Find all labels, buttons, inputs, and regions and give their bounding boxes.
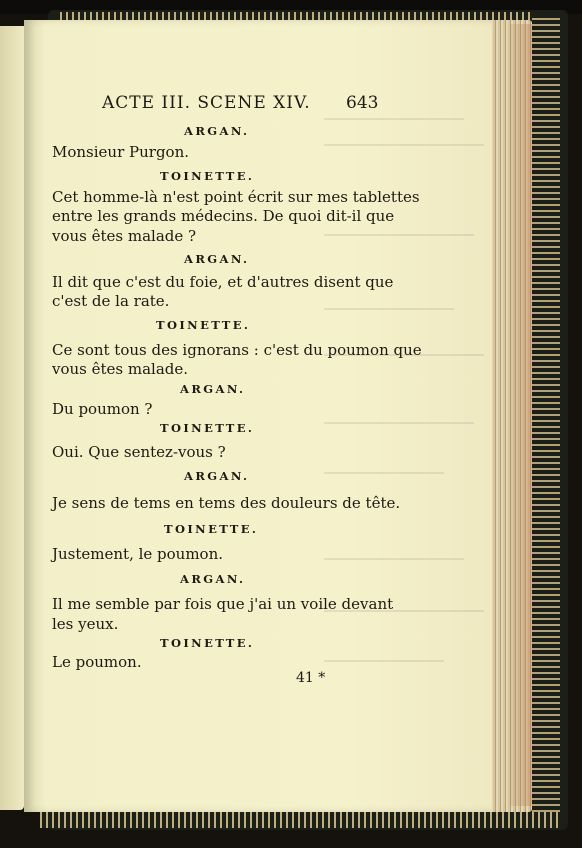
speaker-label: ARGAN. [180, 382, 246, 396]
speaker-label: ARGAN. [184, 252, 250, 266]
dialogue-line: Monsieur Purgon. [52, 143, 190, 161]
speaker-label: ARGAN. [184, 124, 250, 138]
dialogue-line: vous êtes malade ? [52, 227, 197, 245]
dialogue-line: Oui. Que sentez-vous ? [52, 443, 226, 461]
dialogue-line: Le poumon. [52, 653, 142, 671]
speaker-label: TOINETTE. [160, 636, 255, 650]
dialogue-line: Il dit que c'est du foie, et d'autres disent que [52, 273, 394, 291]
left-page-edge [0, 26, 24, 810]
dialogue-line: vous êtes malade. [52, 360, 189, 378]
dialogue-line: Il me semble par fois que j'ai un voile devant [52, 595, 394, 613]
page-number: 643 [346, 93, 379, 113]
speaker-label: ARGAN. [184, 469, 250, 483]
speaker-label: TOINETTE. [160, 169, 255, 183]
running-header: ACTE III. SCENE XIV. [102, 93, 311, 113]
dialogue-line: Justement, le poumon. [52, 545, 224, 563]
cover-border-right [532, 16, 560, 824]
speaker-label: ARGAN. [180, 572, 246, 586]
dialogue-line: Ce sont tous des ignorans : c'est du poumon que [52, 341, 422, 359]
cover-border-bottom [40, 812, 560, 828]
page-edges-shade [510, 24, 532, 806]
speaker-label: TOINETTE. [164, 522, 259, 536]
dialogue-line: Du poumon ? [52, 400, 153, 418]
speaker-label: TOINETTE. [160, 421, 255, 435]
dialogue-line: c'est de la rate. [52, 292, 170, 310]
speaker-label: TOINETTE. [156, 318, 251, 332]
dialogue-line: les yeux. [52, 615, 119, 633]
dialogue-line: Je sens de tems en tems des douleurs de tête. [52, 494, 401, 512]
signature-mark: 41 * [296, 670, 326, 686]
cover-border-top [60, 12, 530, 20]
dialogue-line: entre les grands médecins. De quoi dit-il que [52, 207, 395, 225]
dialogue-line: Cet homme-là n'est point écrit sur mes tablettes [52, 188, 420, 206]
